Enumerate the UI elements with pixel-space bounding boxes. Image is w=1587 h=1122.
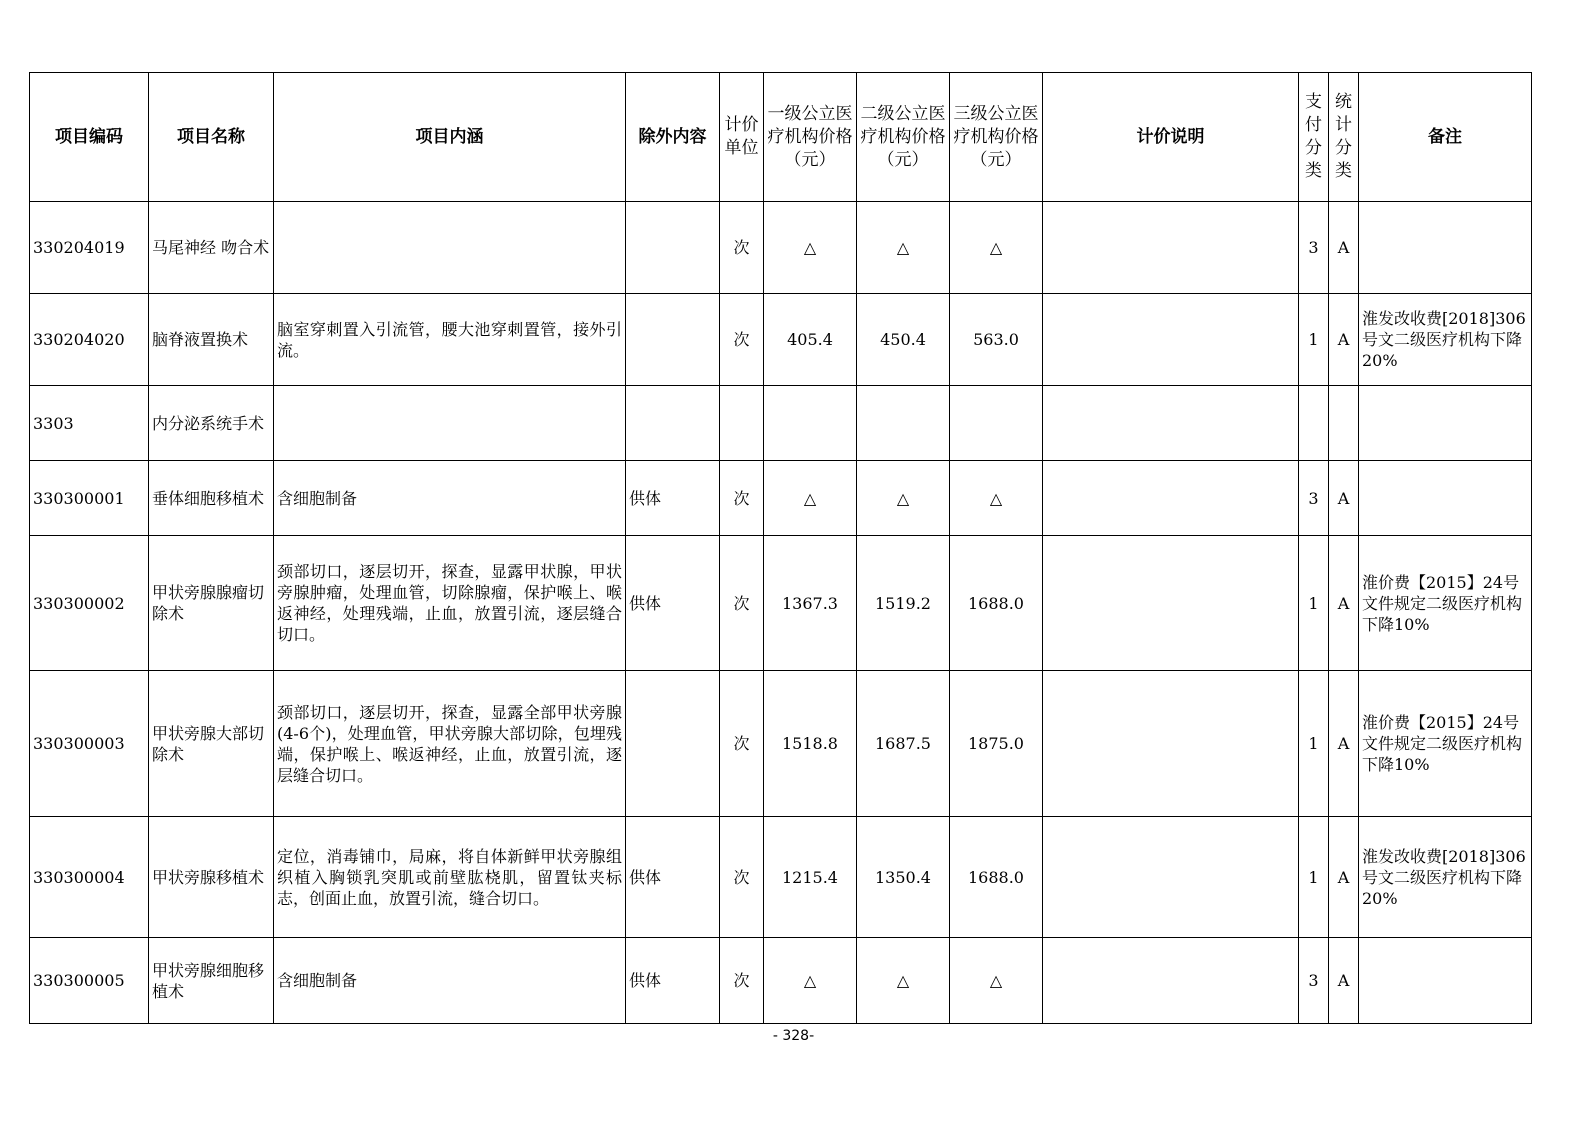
cell-exclusions	[626, 671, 720, 817]
table-row	[30, 817, 1532, 938]
header-content: 项目内涵	[274, 73, 626, 202]
cell-content: 含细胞制备	[274, 461, 626, 536]
price-table	[29, 72, 1532, 1024]
cell-code: 330300003	[30, 671, 149, 817]
page-number: - 328-	[772, 1028, 815, 1044]
cell-level2-price: 1687.5	[857, 671, 950, 817]
cell-level3-price: △	[950, 202, 1043, 294]
cell-content	[274, 386, 626, 461]
cell-level1-price: 1518.8	[764, 671, 857, 817]
cell-unit: 次	[720, 461, 764, 536]
cell-code: 330204020	[30, 294, 149, 386]
cell-pricing-note	[1043, 202, 1299, 294]
cell-name: 垂体细胞移植术	[149, 461, 274, 536]
cell-level2-price: △	[857, 461, 950, 536]
cell-exclusions: 供体	[626, 938, 720, 1024]
header-payment-class: 支付分类	[1299, 73, 1329, 202]
table-row	[30, 202, 1532, 294]
header-level1-price: 一级公立医疗机构价格（元）	[764, 73, 857, 202]
cell-level3-price: 1688.0	[950, 817, 1043, 938]
table-row	[30, 294, 1532, 386]
cell-pricing-note	[1043, 461, 1299, 536]
cell-code: 330300005	[30, 938, 149, 1024]
cell-unit: 次	[720, 817, 764, 938]
cell-unit: 次	[720, 536, 764, 671]
cell-payment-class: 1	[1299, 536, 1329, 671]
cell-exclusions: 供体	[626, 817, 720, 938]
cell-name: 脑脊液置换术	[149, 294, 274, 386]
cell-level3-price: 1875.0	[950, 671, 1043, 817]
cell-level1-price: 1367.3	[764, 536, 857, 671]
cell-pricing-note	[1043, 671, 1299, 817]
cell-level2-price: 1350.4	[857, 817, 950, 938]
cell-remark	[1359, 386, 1532, 461]
cell-remark	[1359, 202, 1532, 294]
cell-content	[274, 202, 626, 294]
cell-exclusions	[626, 294, 720, 386]
cell-stat-class: A	[1329, 817, 1359, 938]
cell-stat-class: A	[1329, 938, 1359, 1024]
cell-exclusions	[626, 386, 720, 461]
cell-code: 330300002	[30, 536, 149, 671]
cell-content: 脑室穿刺置入引流管，腰大池穿刺置管，接外引流。	[274, 294, 626, 386]
table-row	[30, 386, 1532, 461]
table-row	[30, 536, 1532, 671]
cell-stat-class: A	[1329, 294, 1359, 386]
header-stat-class: 统计分类	[1329, 73, 1359, 202]
cell-remark	[1359, 938, 1532, 1024]
cell-exclusions: 供体	[626, 536, 720, 671]
header-level3-price: 三级公立医疗机构价格（元）	[950, 73, 1043, 202]
table-row	[30, 671, 1532, 817]
cell-remark	[1359, 461, 1532, 536]
cell-unit	[720, 386, 764, 461]
cell-payment-class	[1299, 386, 1329, 461]
cell-exclusions	[626, 202, 720, 294]
cell-name: 甲状旁腺大部切除术	[149, 671, 274, 817]
cell-name: 甲状旁腺细胞移植术	[149, 938, 274, 1024]
cell-content: 定位，消毒铺巾，局麻，将自体新鲜甲状旁腺组织植入胸锁乳突肌或前壁肱桡肌，留置钛夹标志，创面止血，放置引流，缝合切口。	[274, 817, 626, 938]
header-exclusions: 除外内容	[626, 73, 720, 202]
header-name: 项目名称	[149, 73, 274, 202]
cell-payment-class: 1	[1299, 817, 1329, 938]
cell-level3-price: 563.0	[950, 294, 1043, 386]
cell-level2-price: △	[857, 938, 950, 1024]
cell-pricing-note	[1043, 294, 1299, 386]
cell-remark: 淮发改收费[2018]306号文二级医疗机构下降20%	[1359, 294, 1532, 386]
cell-unit: 次	[720, 294, 764, 386]
cell-level3-price: △	[950, 938, 1043, 1024]
cell-level1-price: △	[764, 938, 857, 1024]
table-header-row	[30, 73, 1532, 202]
cell-stat-class: A	[1329, 536, 1359, 671]
cell-pricing-note	[1043, 817, 1299, 938]
cell-name: 内分泌系统手术	[149, 386, 274, 461]
cell-content: 颈部切口，逐层切开，探查，显露全部甲状旁腺(4-6个)，处理血管，甲状旁腺大部切除，包埋残端，保护喉上、喉返神经，止血，放置引流，逐层缝合切口。	[274, 671, 626, 817]
cell-content: 颈部切口，逐层切开，探查，显露甲状腺，甲状旁腺肿瘤，处理血管，切除腺瘤，保护喉上、喉返神经，处理残端，止血，放置引流，逐层缝合切口。	[274, 536, 626, 671]
cell-content: 含细胞制备	[274, 938, 626, 1024]
cell-payment-class: 1	[1299, 671, 1329, 817]
cell-name: 马尾神经 吻合术	[149, 202, 274, 294]
cell-remark: 淮发改收费[2018]306号文二级医疗机构下降20%	[1359, 817, 1532, 938]
cell-level3-price	[950, 386, 1043, 461]
header-level2-price: 二级公立医疗机构价格（元）	[857, 73, 950, 202]
table-row	[30, 461, 1532, 536]
cell-level1-price: △	[764, 202, 857, 294]
cell-level3-price: △	[950, 461, 1043, 536]
cell-pricing-note	[1043, 536, 1299, 671]
cell-level3-price: 1688.0	[950, 536, 1043, 671]
cell-level1-price: 405.4	[764, 294, 857, 386]
header-code: 项目编码	[30, 73, 149, 202]
cell-remark: 淮价费【2015】24号文件规定二级医疗机构下降10%	[1359, 671, 1532, 817]
cell-level2-price	[857, 386, 950, 461]
cell-code: 330204019	[30, 202, 149, 294]
header-unit: 计价单位	[720, 73, 764, 202]
cell-code: 330300004	[30, 817, 149, 938]
cell-code: 3303	[30, 386, 149, 461]
cell-level1-price	[764, 386, 857, 461]
header-pricing-note: 计价说明	[1043, 73, 1299, 202]
cell-level2-price: 1519.2	[857, 536, 950, 671]
cell-level2-price: △	[857, 202, 950, 294]
cell-exclusions: 供体	[626, 461, 720, 536]
cell-name: 甲状旁腺腺瘤切除术	[149, 536, 274, 671]
cell-unit: 次	[720, 938, 764, 1024]
cell-level2-price: 450.4	[857, 294, 950, 386]
cell-level1-price: 1215.4	[764, 817, 857, 938]
cell-stat-class: A	[1329, 202, 1359, 294]
cell-payment-class: 1	[1299, 294, 1329, 386]
table-row	[30, 938, 1532, 1024]
cell-payment-class: 3	[1299, 202, 1329, 294]
cell-remark: 淮价费【2015】24号文件规定二级医疗机构下降10%	[1359, 536, 1532, 671]
cell-level1-price: △	[764, 461, 857, 536]
cell-pricing-note	[1043, 938, 1299, 1024]
cell-payment-class: 3	[1299, 461, 1329, 536]
cell-stat-class	[1329, 386, 1359, 461]
cell-unit: 次	[720, 202, 764, 294]
header-remarks: 备注	[1359, 73, 1532, 202]
cell-stat-class: A	[1329, 461, 1359, 536]
cell-unit: 次	[720, 671, 764, 817]
cell-stat-class: A	[1329, 671, 1359, 817]
cell-code: 330300001	[30, 461, 149, 536]
cell-payment-class: 3	[1299, 938, 1329, 1024]
cell-pricing-note	[1043, 386, 1299, 461]
cell-name: 甲状旁腺移植术	[149, 817, 274, 938]
